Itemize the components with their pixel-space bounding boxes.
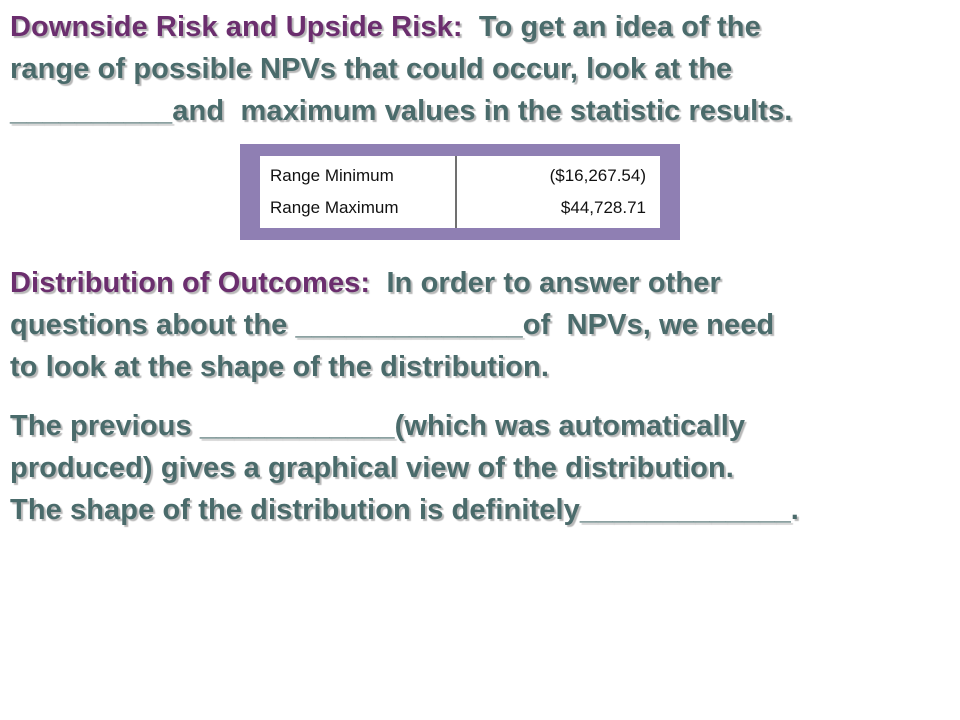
paragraph-line: __________and maximum values in the statistic results. <box>10 95 793 127</box>
previous-chart-paragraph <box>10 405 955 531</box>
paragraph-line: to look at the shape of the distribution. <box>10 351 549 383</box>
statistics-table-frame <box>240 144 680 240</box>
downside-upside-risk-paragraph <box>10 6 955 132</box>
row-label: Range Minimum <box>270 166 394 185</box>
section-heading: Downside Risk and Upside Risk: <box>10 11 463 43</box>
row-value: $44,728.71 <box>560 198 646 217</box>
section-heading: Distribution of Outcomes: <box>10 267 371 299</box>
paragraph-text: In order to answer other <box>370 267 721 299</box>
paragraph-line: produced) gives a graphical view of the distribution. <box>10 452 734 484</box>
row-value: ($16,267.54) <box>549 166 646 185</box>
paragraph-line <box>10 262 955 304</box>
row-label: Range Maximum <box>270 198 399 217</box>
table-row <box>260 162 660 190</box>
statistics-table <box>260 156 660 228</box>
distribution-of-outcomes-paragraph <box>10 262 955 388</box>
paragraph-line: The shape of the distribution is definitely_____________. <box>10 494 799 526</box>
paragraph-text: To get an idea of the <box>462 11 761 43</box>
paragraph-line: questions about the ______________of NPVs, we need <box>10 309 775 341</box>
paragraph-line: range of possible NPVs that could occur, look at the <box>10 53 733 85</box>
table-row <box>260 194 660 222</box>
paragraph-line <box>10 6 955 48</box>
paragraph-line: The previous ____________(which was automatically <box>10 410 746 442</box>
